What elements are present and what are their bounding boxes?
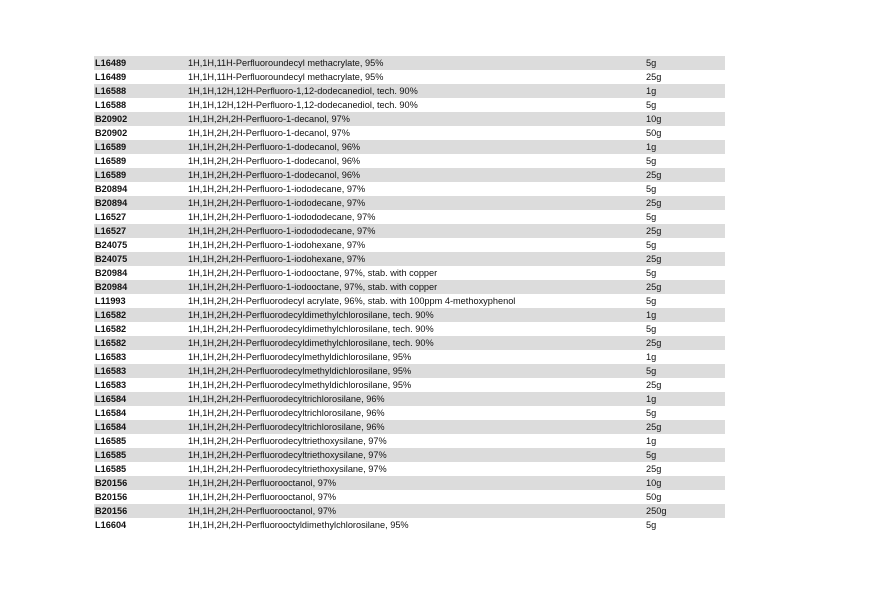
pack-size-cell: 25g bbox=[646, 338, 662, 348]
product-name-cell: 1H,1H,2H,2H-Perfluorooctanol, 97% bbox=[188, 506, 337, 516]
product-name-cell: 1H,1H,12H,12H-Perfluoro-1,12-dodecanediol, tech. 90% bbox=[188, 86, 418, 96]
product-name-cell: 1H,1H,2H,2H-Perfluoro-1-iodooctane, 97%, stab. with copper bbox=[188, 268, 438, 278]
table-row bbox=[94, 126, 725, 140]
pack-size-cell: 1g bbox=[646, 436, 657, 446]
table-row bbox=[94, 504, 725, 518]
catalog-number-cell: L16589 bbox=[95, 170, 127, 180]
table-row bbox=[94, 140, 725, 154]
pack-size-cell: 1g bbox=[646, 352, 657, 362]
pack-size-cell: 5g bbox=[646, 268, 657, 278]
catalog-number-cell: B20156 bbox=[95, 478, 128, 488]
table-row bbox=[94, 98, 725, 112]
table-row bbox=[94, 308, 725, 322]
pack-size-cell: 5g bbox=[646, 408, 657, 418]
catalog-number-cell: L16489 bbox=[95, 72, 127, 82]
pack-size-cell: 1g bbox=[646, 86, 657, 96]
table-row bbox=[94, 392, 725, 406]
table-row bbox=[94, 84, 725, 98]
catalog-number-cell: L16584 bbox=[95, 394, 127, 404]
catalog-number-cell: L16582 bbox=[95, 324, 127, 334]
table-row bbox=[94, 224, 725, 238]
product-name-cell: 1H,1H,2H,2H-Perfluorodecyldimethylchlorosilane, tech. 90% bbox=[188, 338, 434, 348]
pack-size-cell: 5g bbox=[646, 296, 657, 306]
product-name-cell: 1H,1H,2H,2H-Perfluoro-1-dodecanol, 96% bbox=[188, 170, 361, 180]
pack-size-cell: 1g bbox=[646, 142, 657, 152]
pack-size-cell: 10g bbox=[646, 478, 662, 488]
product-name-cell: 1H,1H,2H,2H-Perfluorodecyltrichlorosilane, 96% bbox=[188, 422, 385, 432]
catalog-number-cell: B20156 bbox=[95, 492, 128, 502]
product-name-cell: 1H,1H,2H,2H-Perfluorodecyltriethoxysilane, 97% bbox=[188, 450, 387, 460]
table-row bbox=[94, 70, 725, 84]
pack-size-cell: 25g bbox=[646, 226, 662, 236]
catalog-number-cell: B20894 bbox=[95, 198, 128, 208]
product-name-cell: 1H,1H,2H,2H-Perfluoro-1-iododecane, 97% bbox=[188, 198, 366, 208]
pack-size-cell: 5g bbox=[646, 240, 657, 250]
catalog-number-cell: B20984 bbox=[95, 282, 128, 292]
catalog-number-cell: L16489 bbox=[95, 58, 127, 68]
product-name-cell: 1H,1H,2H,2H-Perfluorodecyltriethoxysilane, 97% bbox=[188, 436, 387, 446]
catalog-number-cell: L16584 bbox=[95, 422, 127, 432]
catalog-number-cell: L16584 bbox=[95, 408, 127, 418]
catalog-number-cell: B20984 bbox=[95, 268, 128, 278]
product-name-cell: 1H,1H,2H,2H-Perfluoro-1-iododecane, 97% bbox=[188, 184, 366, 194]
pack-size-cell: 5g bbox=[646, 100, 657, 110]
product-name-cell: 1H,1H,2H,2H-Perfluoro-1-iodohexane, 97% bbox=[188, 254, 366, 264]
product-name-cell: 1H,1H,11H-Perfluoroundecyl methacrylate, 95% bbox=[188, 58, 384, 68]
table-row bbox=[94, 350, 725, 364]
table-row bbox=[94, 322, 725, 336]
catalog-number-cell: L16583 bbox=[95, 380, 127, 390]
pack-size-cell: 25g bbox=[646, 72, 662, 82]
product-name-cell: 1H,1H,2H,2H-Perfluorodecyldimethylchlorosilane, tech. 90% bbox=[188, 310, 434, 320]
table-row bbox=[94, 364, 725, 378]
product-name-cell: 1H,1H,2H,2H-Perfluorooctanol, 97% bbox=[188, 478, 337, 488]
product-name-cell: 1H,1H,2H,2H-Perfluorodecyltriethoxysilane, 97% bbox=[188, 464, 387, 474]
product-name-cell: 1H,1H,2H,2H-Perfluorooctanol, 97% bbox=[188, 492, 337, 502]
product-name-cell: 1H,1H,2H,2H-Perfluorodecyltrichlorosilane, 96% bbox=[188, 394, 385, 404]
table-row bbox=[94, 56, 725, 70]
table-row bbox=[94, 294, 725, 308]
table-row bbox=[94, 476, 725, 490]
product-name-cell: 1H,1H,2H,2H-Perfluoro-1-iodododecane, 97% bbox=[188, 226, 376, 236]
pack-size-cell: 25g bbox=[646, 422, 662, 432]
catalog-number-cell: L16583 bbox=[95, 366, 127, 376]
pack-size-cell: 25g bbox=[646, 380, 662, 390]
catalog-number-cell: L16585 bbox=[95, 464, 127, 474]
product-name-cell: 1H,1H,2H,2H-Perfluorodecyldimethylchlorosilane, tech. 90% bbox=[188, 324, 434, 334]
pack-size-cell: 1g bbox=[646, 310, 657, 320]
product-name-cell: 1H,1H,2H,2H-Perfluoro-1-iodooctane, 97%, stab. with copper bbox=[188, 282, 438, 292]
pack-size-cell: 50g bbox=[646, 128, 662, 138]
table-row bbox=[94, 462, 725, 476]
table-row bbox=[94, 252, 725, 266]
pack-size-cell: 25g bbox=[646, 282, 662, 292]
product-name-cell: 1H,1H,2H,2H-Perfluorodecylmethyldichlorosilane, 95% bbox=[188, 366, 412, 376]
pack-size-cell: 5g bbox=[646, 156, 657, 166]
product-name-cell: 1H,1H,2H,2H-Perfluoro-1-iodohexane, 97% bbox=[188, 240, 366, 250]
pack-size-cell: 25g bbox=[646, 170, 662, 180]
product-name-cell: 1H,1H,2H,2H-Perfluorooctyldimethylchlorosilane, 95% bbox=[188, 520, 409, 530]
pack-size-cell: 5g bbox=[646, 184, 657, 194]
product-name-cell: 1H,1H,2H,2H-Perfluorodecyl acrylate, 96%, stab. with 100ppm 4-methoxyphenol bbox=[188, 296, 516, 306]
table-row bbox=[94, 406, 725, 420]
table-row bbox=[94, 280, 725, 294]
catalog-number-cell: L16582 bbox=[95, 338, 127, 348]
pack-size-cell: 25g bbox=[646, 464, 662, 474]
catalog-number-cell: L16604 bbox=[95, 520, 127, 530]
pack-size-cell: 5g bbox=[646, 212, 657, 222]
catalog-number-cell: L16589 bbox=[95, 156, 127, 166]
catalog-number-cell: B20902 bbox=[95, 128, 128, 138]
product-name-cell: 1H,1H,2H,2H-Perfluoro-1-dodecanol, 96% bbox=[188, 142, 361, 152]
table-row bbox=[94, 336, 725, 350]
pack-size-cell: 10g bbox=[646, 114, 662, 124]
table-row bbox=[94, 112, 725, 126]
pack-size-cell: 5g bbox=[646, 450, 657, 460]
pack-size-cell: 1g bbox=[646, 394, 657, 404]
product-name-cell: 1H,1H,12H,12H-Perfluoro-1,12-dodecanediol, tech. 90% bbox=[188, 100, 418, 110]
pack-size-cell: 5g bbox=[646, 58, 657, 68]
product-name-cell: 1H,1H,2H,2H-Perfluoro-1-decanol, 97% bbox=[188, 128, 350, 138]
catalog-number-cell: B20894 bbox=[95, 184, 128, 194]
catalog-number-cell: L16527 bbox=[95, 212, 127, 222]
table-row bbox=[94, 168, 725, 182]
product-name-cell: 1H,1H,2H,2H-Perfluorodecylmethyldichlorosilane, 95% bbox=[188, 352, 412, 362]
product-name-cell: 1H,1H,2H,2H-Perfluorodecyltrichlorosilane, 96% bbox=[188, 408, 385, 418]
table-row bbox=[94, 518, 725, 532]
catalog-number-cell: B20902 bbox=[95, 114, 128, 124]
table-row bbox=[94, 378, 725, 392]
catalog-number-cell: L16588 bbox=[95, 86, 127, 96]
catalog-number-cell: L16583 bbox=[95, 352, 127, 362]
product-name-cell: 1H,1H,2H,2H-Perfluoro-1-iodododecane, 97% bbox=[188, 212, 376, 222]
product-name-cell: 1H,1H,2H,2H-Perfluoro-1-decanol, 97% bbox=[188, 114, 350, 124]
pack-size-cell: 50g bbox=[646, 492, 662, 502]
pack-size-cell: 25g bbox=[646, 198, 662, 208]
product-name-cell: 1H,1H,2H,2H-Perfluoro-1-dodecanol, 96% bbox=[188, 156, 361, 166]
pack-size-cell: 250g bbox=[646, 506, 667, 516]
product-table bbox=[94, 56, 725, 532]
pack-size-cell: 5g bbox=[646, 366, 657, 376]
catalog-number-cell: B20156 bbox=[95, 506, 128, 516]
pack-size-cell: 5g bbox=[646, 324, 657, 334]
product-name-cell: 1H,1H,2H,2H-Perfluorodecylmethyldichlorosilane, 95% bbox=[188, 380, 412, 390]
table-row bbox=[94, 196, 725, 210]
catalog-number-cell: L16588 bbox=[95, 100, 127, 110]
table-row bbox=[94, 238, 725, 252]
pack-size-cell: 25g bbox=[646, 254, 662, 264]
table-row bbox=[94, 266, 725, 280]
table-row bbox=[94, 434, 725, 448]
table-row bbox=[94, 420, 725, 434]
table-row bbox=[94, 448, 725, 462]
pack-size-cell: 5g bbox=[646, 520, 657, 530]
catalog-number-cell: B24075 bbox=[95, 254, 128, 264]
catalog-number-cell: L16585 bbox=[95, 436, 127, 446]
table-row bbox=[94, 490, 725, 504]
catalog-number-cell: L11993 bbox=[95, 296, 126, 306]
table-row bbox=[94, 154, 725, 168]
catalog-number-cell: L16582 bbox=[95, 310, 127, 320]
table-row bbox=[94, 182, 725, 196]
catalog-number-cell: L16585 bbox=[95, 450, 127, 460]
table-row bbox=[94, 210, 725, 224]
catalog-number-cell: L16589 bbox=[95, 142, 127, 152]
catalog-number-cell: L16527 bbox=[95, 226, 127, 236]
product-name-cell: 1H,1H,11H-Perfluoroundecyl methacrylate, 95% bbox=[188, 72, 384, 82]
catalog-number-cell: B24075 bbox=[95, 240, 128, 250]
